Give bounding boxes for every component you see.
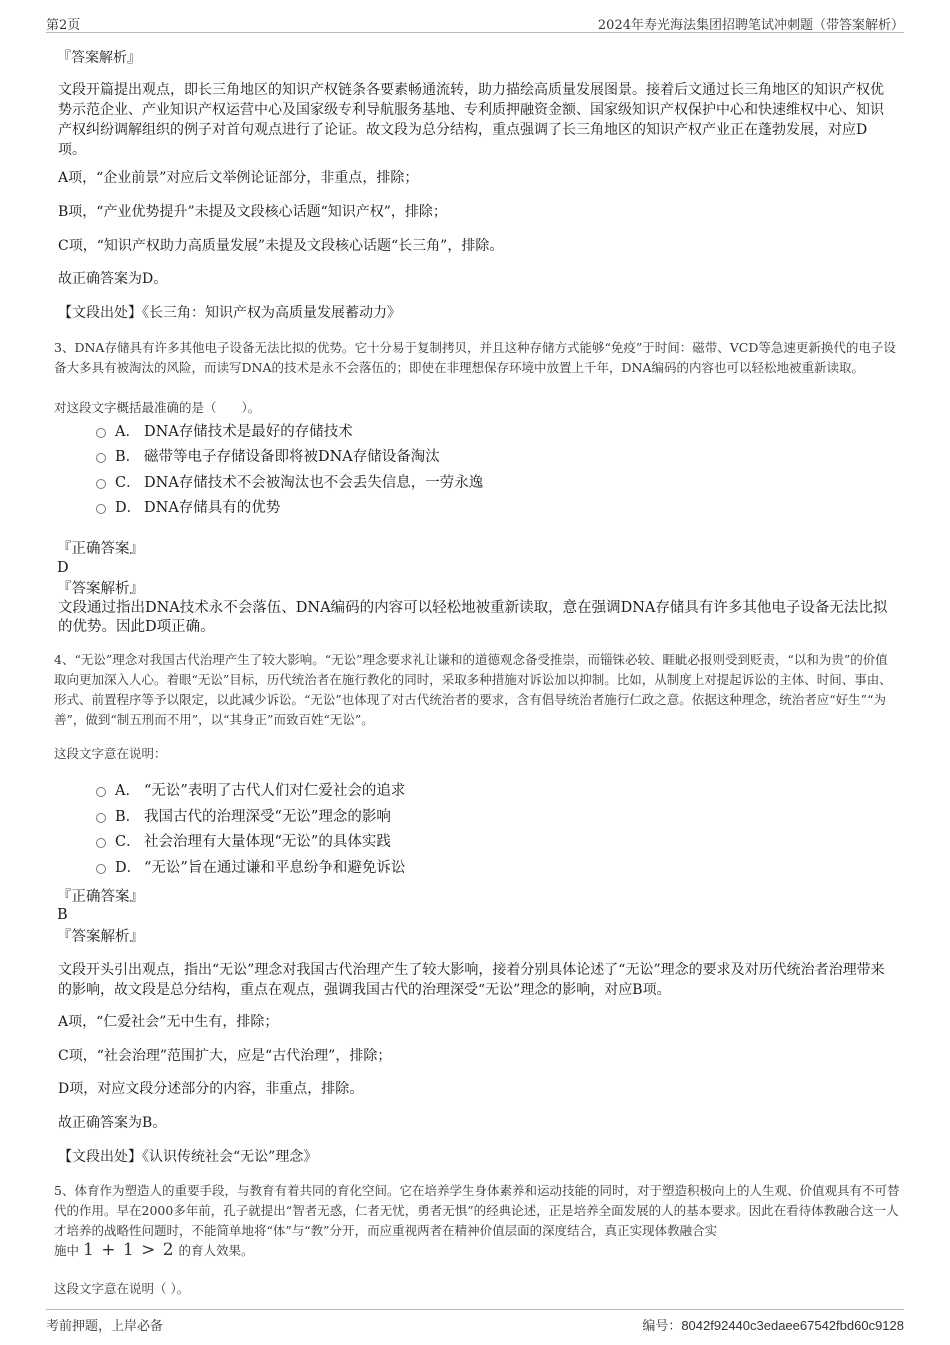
option-key: A． <box>115 783 140 799</box>
q3-stem: 3、DNA存储具有许多其他电子设备无法比拟的优势。它十分易于复制拷贝，并且这种存储方式能够“免疫”于时间：磁带、VCD等急速更新换代的电子设备大多具有被淘汰的风险，而读写DNA的技术是永不会落伍的；即使在非理想保存环境中放置上千年，DNA编码的内容也可以轻松地被重新读取。 <box>54 340 896 375</box>
q5-stem-tail-post: 的育人效果。 <box>178 1243 254 1258</box>
q4-option-d-note: D项，对应文段分述部分的内容，非重点，排除。 <box>58 1081 364 1097</box>
option-key: D． <box>115 500 142 516</box>
page-header <box>46 12 904 33</box>
option-text: DNA存储具有的优势 <box>144 500 281 516</box>
q2-option-a-note: A项，“企业前景”对应后文举例论证部分，非重点，排除； <box>58 170 419 186</box>
option-text: “无讼”表明了古代人们对仁爱社会的追求 <box>144 783 406 799</box>
q3-answer: D <box>57 560 69 576</box>
q5-stem-tail-pre: 施中 <box>54 1243 80 1258</box>
q5-stem: 5、体育作为塑造人的重要手段，与教育有着共同的育化空间。它在培养学生身体素养和运动技能的同时，对于塑造积极向上的人生观、价值观具有不可替代的作用。早在2000多年前，孔子就提出“智者无惑，仁者无忧，勇者无惧”的经典论述，正是培养全面发展的人的基本要求。因此在看待体教融合这一人才培养的战略性问题时，不能简单地将“体”与“教”分开，而应重视两者在精神价值层面的深度结合，真正实现体教融合实 <box>54 1183 900 1238</box>
q3-prompt: 对这段文字概括最准确的是（ ）。 <box>54 400 261 415</box>
option-key: A． <box>115 424 140 440</box>
option-text: DNA存储技术不会被淘汰也不会丢失信息，一劳永逸 <box>144 475 484 491</box>
q5-math-expression: 1 + 1 > 2 <box>83 1240 175 1260</box>
page-footer <box>46 1309 904 1334</box>
q4-stem: 4、“无讼”理念对我国古代治理产生了较大影响。“无讼”理念要求礼让谦和的道德观念备受推崇，而锱铢必较、睚眦必报则受到贬责，“以和为贵”的价值取向更加深入人心。着眼“无讼”目标，历代统治者在施行教化的同时，采取多种措施对诉讼加以抑制。比如，从制度上对提起诉讼的主体、时间、事由、形式、前置程序等予以限定，以此减少诉讼。“无讼”也体现了对古代统治者的要求，含有倡导统治者施行仁政之意。依据这种理念，统治者应“好生”“为善”，做到“制五刑而不用”，以“其身正”而致百姓“无讼”。 <box>54 652 892 727</box>
q3-answer-label: 『正确答案』 <box>57 541 144 557</box>
option-key: B． <box>115 809 141 825</box>
q2-option-c-note: C项，“知识产权助力高质量发展”未提及文段核心话题“长三角”，排除。 <box>58 238 504 254</box>
q3-analysis-text: 文段通过指出DNA技术永不会落伍、DNA编码的内容可以轻松地被重新读取，意在强调DNA存储具有许多其他电子设备无法比拟的优势。因此D项正确。 <box>58 600 888 635</box>
q4-option-a-note: A项，“仁爱社会”无中生有，排除； <box>58 1014 279 1030</box>
option-text: DNA存储技术是最好的存储技术 <box>144 424 353 440</box>
q4-source: 【文段出处】《认识传统社会“无讼”理念》 <box>58 1149 318 1165</box>
radio-icon[interactable] <box>96 838 106 848</box>
radio-icon[interactable] <box>96 787 106 797</box>
option-key: D． <box>115 860 142 876</box>
radio-icon[interactable] <box>96 864 106 874</box>
q4-analysis-text: 文段开头引出观点，指出“无讼”理念对我国古代治理产生了较大影响，接着分别具体论述了“无讼”理念的要求及对历代统治者治理带来的影响，故文段是总分结构，重点在观点，强调我国古代的治理深受“无讼”理念的影响，对应B项。 <box>58 962 885 998</box>
option-key: C． <box>115 834 141 850</box>
footer-code-value: 8042f92440c3edaee67542fbd60c9128 <box>681 1318 904 1333</box>
q5-prompt: 这段文字意在说明（ ）。 <box>54 1281 190 1296</box>
option-key: C． <box>115 475 141 491</box>
radio-icon[interactable] <box>96 504 106 514</box>
q2-source: 【文段出处】《长三角：知识产权为高质量发展蓄动力》 <box>58 305 401 321</box>
document-title: 2024年寿光海法集团招聘笔试冲刺题（带答案解析） <box>597 18 904 33</box>
q5-stem-tail <box>54 1240 254 1261</box>
footer-code <box>642 1315 904 1334</box>
radio-icon[interactable] <box>96 813 106 823</box>
q4-prompt: 这段文字意在说明： <box>54 746 167 761</box>
radio-icon[interactable] <box>96 479 106 489</box>
option-text: 社会治理有大量体现“无讼”的具体实践 <box>144 834 391 850</box>
footer-code-label: 编号： <box>642 1319 682 1334</box>
option-key: B． <box>115 449 141 465</box>
option-text: 磁带等电子存储设备即将被DNA存储设备淘汰 <box>144 449 440 465</box>
footer-slogan: 考前押题，上岸必备 <box>46 1319 164 1334</box>
q3-analysis-label: 『答案解析』 <box>57 581 144 597</box>
q4-conclusion: 故正确答案为B。 <box>58 1115 167 1131</box>
option-text: 我国古代的治理深受“无讼”理念的影响 <box>144 809 391 825</box>
q4-option-c-note: C项，“社会治理”范围扩大，应是“古代治理”，排除； <box>58 1048 392 1064</box>
q2-analysis-text: 文段开篇提出观点，即长三角地区的知识产权链条各要素畅通流转，助力描绘高质量发展图景。接着后文通过长三角地区的知识产权优势示范企业、产业知识产权运营中心及国家级专利导航服务基地、专利质押融资金额、国家级知识产权保护中心和快速维权中心、知识产权纠纷调解组织的例子对首句观点进行了论证。故文段为总分结构，重点强调了长三角地区的知识产权产业正在蓬勃发展，对应D项。 <box>58 82 884 158</box>
q2-analysis-label: 『答案解析』 <box>57 50 141 66</box>
option-text: “无讼”旨在通过谦和平息纷争和避免诉讼 <box>144 860 406 876</box>
q2-conclusion: 故正确答案为D。 <box>58 271 168 287</box>
radio-icon[interactable] <box>96 428 106 438</box>
radio-icon[interactable] <box>96 453 106 463</box>
q4-analysis-label: 『答案解析』 <box>57 929 144 945</box>
q2-option-b-note: B项，“产业优势提升”未提及文段核心话题“知识产权”，排除； <box>58 204 447 220</box>
q4-answer: B <box>57 907 68 923</box>
q4-answer-label: 『正确答案』 <box>57 889 144 905</box>
page-number: 第2页 <box>46 18 81 33</box>
